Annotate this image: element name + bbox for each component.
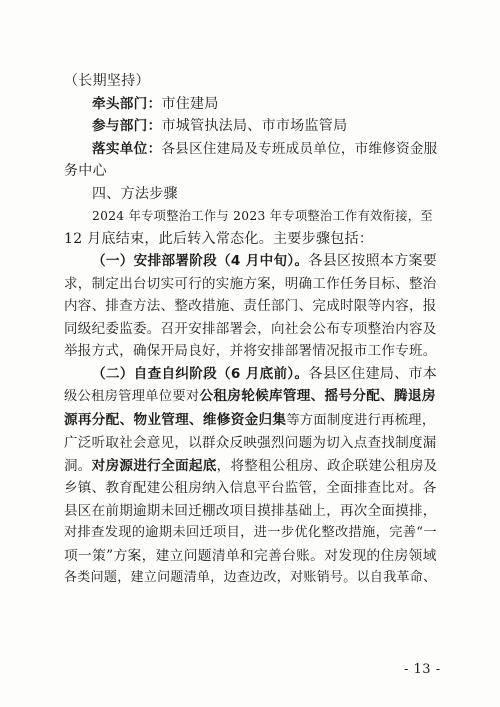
paragraph-line: 内容、排查方法、整改措施、责任部门、完成时限等内容，报 — [64, 298, 437, 314]
paragraph-line: 12 月底结束，此后转入常态化。主要步骤包括： — [64, 230, 374, 247]
section-heading: 四、方法步骤 — [92, 185, 178, 202]
paragraph-line: 源再分配、物业管理、维修资金归集等方面制度进行再梳理， — [64, 411, 436, 428]
page-number: - 13 - — [404, 662, 441, 677]
paragraph-line: 项一策”方案，建立问题清单和完善台账。对发现的住房领域 — [64, 547, 437, 564]
paragraph-line: 洞。对房源进行全面起底，将整租公租房、政企联建公租房及 — [64, 457, 438, 474]
document-body — [64, 70, 436, 590]
paragraph-line: （长期坚持） — [64, 73, 150, 89]
paragraph-line: 举报方式，确保开局良好，并将安排部署情况报市工作专班。 — [64, 343, 437, 359]
paragraph-line: 牵头部门：市住建局 — [92, 95, 219, 112]
paragraph-line: 乡镇、教育配建公租房纳入信息平台监管，全面排查比对。各 — [64, 480, 437, 496]
paragraph-line: （一）安排部署阶段（4 月中旬）。各县区按照本方案要 — [92, 253, 438, 269]
paragraph-line: 对排查发现的逾期未回迁项目，进一步优化整改措施，完善“一 — [64, 525, 437, 540]
paragraph-line: 求，制定出台切实可行的实施方案，明确工作任务目标、整治 — [64, 275, 437, 292]
paragraph-line: 务中心 — [64, 163, 107, 179]
paragraph-line: 县区在前期逾期未回迁棚改项目摸排基础上，再次全面摸排， — [64, 502, 437, 519]
paragraph-line: 2024 年专项整治工作与 2023 年专项整治工作有效衔接，至 — [92, 209, 433, 223]
paragraph-line: （二）自查自纠阶段（6 月底前）。各县区住建局、市本 — [92, 365, 438, 382]
paragraph-line: 落实单位：各县区住建局及专班成员单位，市维修资金服 — [92, 140, 438, 157]
paragraph-line: 广泛听取社会意见，以群众反映强烈问题为切入点查找制度漏 — [64, 435, 437, 451]
paragraph-line: 同级纪委监委。召开安排部署会，向社会公布专项整治内容及 — [64, 320, 437, 337]
paragraph-line: 各类问题，建立问题清单，边查边改，对账销号。以自我革命、 — [64, 570, 437, 585]
paragraph-line: 级公租房管理单位要对公租房轮候库管理、摇号分配、腾退房 — [64, 388, 436, 404]
paragraph-line: 参与部门：市城管执法局、市市场监管局 — [92, 118, 348, 134]
